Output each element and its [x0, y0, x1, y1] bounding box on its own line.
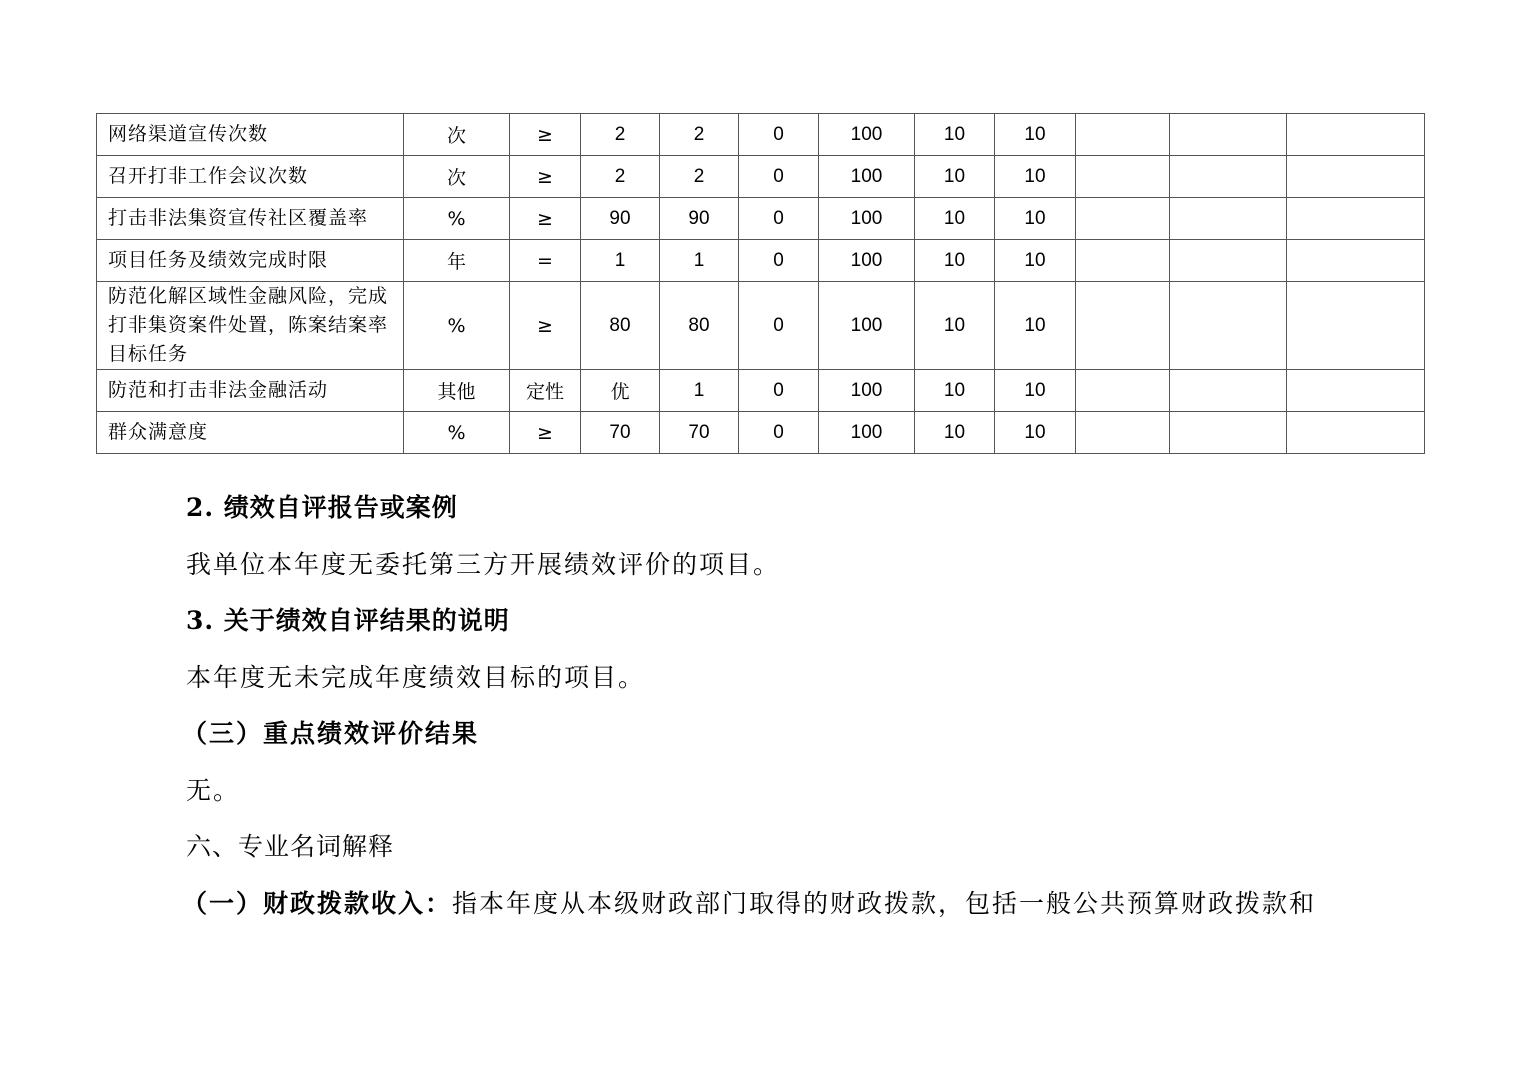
unit-cell: 次 [404, 156, 510, 198]
term-text: 指本年度从本级财政部门取得的财政拨款，包括一般公共预算财政拨款和 [452, 888, 1317, 918]
actual-cell: 80 [660, 282, 739, 370]
unit-cell: % [404, 412, 510, 454]
score-cell: 10 [995, 370, 1076, 412]
term-definition-paragraph [182, 876, 1416, 933]
empty-cell [1076, 156, 1170, 198]
indicator-name: 防范化解区域性金融风险，完成打非集资案件处置，陈案结案率目标任务 [97, 282, 404, 370]
empty-cell [1287, 412, 1425, 454]
indicator-name: 网络渠道宣传次数 [97, 114, 404, 156]
operator-cell: ≥ [510, 412, 581, 454]
indicator-name: 项目任务及绩效完成时限 [97, 240, 404, 282]
weight-cell: 10 [915, 114, 995, 156]
empty-cell [1170, 114, 1287, 156]
table-row [97, 240, 1425, 282]
score-cell: 10 [995, 156, 1076, 198]
indicator-name: 召开打非工作会议次数 [97, 156, 404, 198]
operator-cell: = [510, 240, 581, 282]
table-row [97, 370, 1425, 412]
key-evaluation-body: 无。 [186, 775, 241, 805]
table-row [97, 156, 1425, 198]
deviation-cell: 0 [739, 370, 819, 412]
operator-cell: ≥ [510, 114, 581, 156]
deviation-cell: 0 [739, 412, 819, 454]
weight-cell: 10 [915, 412, 995, 454]
empty-cell [1076, 114, 1170, 156]
empty-cell [1076, 370, 1170, 412]
empty-cell [1287, 370, 1425, 412]
deviation-cell: 0 [739, 282, 819, 370]
empty-cell [1287, 240, 1425, 282]
actual-cell: 70 [660, 412, 739, 454]
target-cell: 2 [581, 156, 660, 198]
actual-cell: 2 [660, 156, 739, 198]
weight-cell: 10 [915, 240, 995, 282]
actual-cell: 2 [660, 114, 739, 156]
table-row [97, 282, 1425, 370]
section-3-heading: 3. 关于绩效自评结果的说明 [186, 606, 510, 635]
deviation-cell: 0 [739, 156, 819, 198]
score-cell: 10 [995, 412, 1076, 454]
indicator-name: 群众满意度 [97, 412, 404, 454]
actual-cell: 90 [660, 198, 739, 240]
unit-cell: % [404, 198, 510, 240]
term-label: （一）财政拨款收入： [182, 888, 453, 918]
operator-cell: ≥ [510, 156, 581, 198]
empty-cell [1076, 240, 1170, 282]
empty-cell [1287, 282, 1425, 370]
deviation-cell: 0 [739, 114, 819, 156]
target-cell: 优 [581, 370, 660, 412]
empty-cell [1170, 370, 1287, 412]
completion-cell: 100 [819, 156, 915, 198]
operator-cell: ≥ [510, 198, 581, 240]
target-cell: 90 [581, 198, 660, 240]
key-evaluation-heading: （三）重点绩效评价结果 [182, 719, 480, 748]
actual-cell: 1 [660, 370, 739, 412]
table-row [97, 412, 1425, 454]
weight-cell: 10 [915, 370, 995, 412]
deviation-cell: 0 [739, 240, 819, 282]
section-six-heading: 六、专业名词解释 [186, 832, 395, 861]
unit-cell: 年 [404, 240, 510, 282]
document-body [182, 480, 1416, 932]
empty-cell [1170, 282, 1287, 370]
completion-cell: 100 [819, 370, 915, 412]
empty-cell [1076, 282, 1170, 370]
target-cell: 1 [581, 240, 660, 282]
completion-cell: 100 [819, 282, 915, 370]
target-cell: 2 [581, 114, 660, 156]
section-3-body: 本年度无未完成年度绩效目标的项目。 [186, 662, 646, 692]
completion-cell: 100 [819, 114, 915, 156]
score-cell: 10 [995, 282, 1076, 370]
performance-indicator-table [96, 113, 1425, 454]
indicator-name: 防范和打击非法金融活动 [97, 370, 404, 412]
empty-cell [1076, 412, 1170, 454]
operator-cell: 定性 [510, 370, 581, 412]
score-cell: 10 [995, 114, 1076, 156]
section-2-heading: 2. 绩效自评报告或案例 [186, 493, 458, 522]
weight-cell: 10 [915, 156, 995, 198]
target-cell: 70 [581, 412, 660, 454]
empty-cell [1170, 240, 1287, 282]
table-row [97, 114, 1425, 156]
unit-cell: 其他 [404, 370, 510, 412]
weight-cell: 10 [915, 282, 995, 370]
empty-cell [1076, 198, 1170, 240]
score-cell: 10 [995, 198, 1076, 240]
indicator-name: 打击非法集资宣传社区覆盖率 [97, 198, 404, 240]
unit-cell: % [404, 282, 510, 370]
empty-cell [1170, 198, 1287, 240]
section-2-body: 我单位本年度无委托第三方开展绩效评价的项目。 [186, 549, 781, 579]
weight-cell: 10 [915, 198, 995, 240]
unit-cell: 次 [404, 114, 510, 156]
completion-cell: 100 [819, 198, 915, 240]
completion-cell: 100 [819, 412, 915, 454]
actual-cell: 1 [660, 240, 739, 282]
deviation-cell: 0 [739, 198, 819, 240]
operator-cell: ≥ [510, 282, 581, 370]
empty-cell [1170, 156, 1287, 198]
score-cell: 10 [995, 240, 1076, 282]
target-cell: 80 [581, 282, 660, 370]
table-row [97, 198, 1425, 240]
empty-cell [1287, 114, 1425, 156]
empty-cell [1287, 198, 1425, 240]
empty-cell [1287, 156, 1425, 198]
completion-cell: 100 [819, 240, 915, 282]
empty-cell [1170, 412, 1287, 454]
